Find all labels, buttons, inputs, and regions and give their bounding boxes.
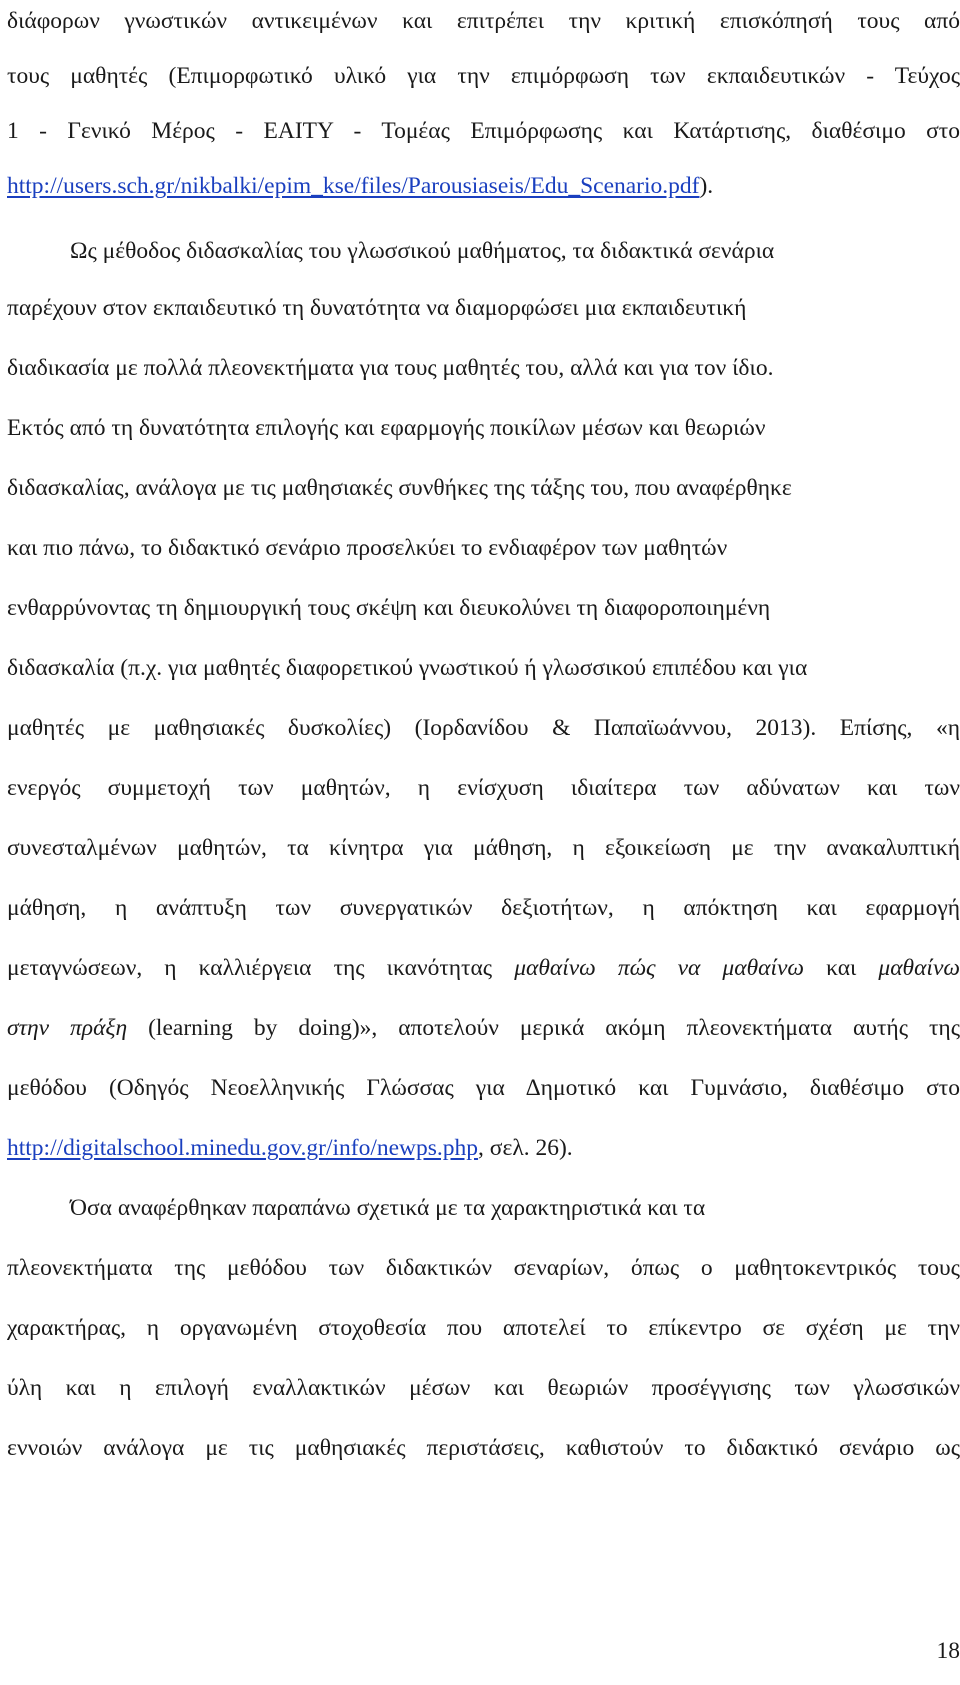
text-line: χαρακτήρας, η οργανωμένη στοχοθεσία που αποτελεί το επίκεντρο σε σχέση με την [7,1315,960,1341]
italic-phrase: στην πράξη [7,1015,128,1041]
text-line [7,1133,573,1163]
text-run: , σελ. 26). [478,1135,573,1161]
text-line: πλεονεκτήματα της μεθόδου των διδακτικών σεναρίων, όπως ο μαθητοκεντρικός τους [7,1255,960,1281]
text-line: τους μαθητές (Επιμορφωτικό υλικό για την επιμόρφωση των εκπαιδευτικών - Τεύχος [7,63,960,89]
paragraph-first-line: Όσα αναφέρθηκαν παραπάνω σχετικά με τα χαρακτηριστικά και τα [70,1195,706,1221]
text-line: συνεσταλμένων μαθητών, τα κίνητρα για μάθηση, η εξοικείωση με την ανακαλυπτική [7,835,960,861]
text-line: μάθηση, η ανάπτυξη των συνεργατικών δεξιοτήτων, η απόκτηση και εφαρμογή [7,895,960,921]
italic-phrase: μαθαίνω [878,955,960,981]
text-line: μεθόδου (Οδηγός Νεοελληνικής Γλώσσας για Δημοτικό και Γυμνάσιο, διαθέσιμο στο [7,1075,960,1101]
text-line: διάφορων γνωστικών αντικειμένων και επιτρέπει την κριτική επισκόπησή τους από [7,8,960,34]
text-line: διδασκαλίας, ανάλογα με τις μαθησιακές συνθήκες της τάξης του, που αναφέρθηκε [7,475,792,501]
text-run: και [804,955,879,981]
text-run: μεταγνώσεων, η καλλιέργεια της ικανότητας [7,955,515,981]
text-run: ). [699,173,714,199]
text-line [7,1013,960,1043]
text-line: μαθητές με μαθησιακές δυσκολίες) (Ιορδανίδου & Παπαϊωάννου, 2013). Επίσης, «η [7,715,960,741]
paragraph-first-line: Ως μέθοδος διδασκαλίας του γλωσσικού μαθήματος, τα διδακτικά σενάρια [70,238,775,264]
text-line: εννοιών ανάλογα με τις μαθησιακές περιστάσεις, καθιστούν το διδακτικό σενάριο ως [7,1435,960,1461]
text-line: 1 - Γενικό Μέρος - ΕΑΙΤΥ - Τομέας Επιμόρφωσης και Κατάρτισης, διαθέσιμο στο [7,118,960,144]
text-line: ενθαρρύνοντας τη δημιουργική τους σκέψη και διευκολύνει τη διαφοροποιημένη [7,595,771,621]
digitalschool-link[interactable]: http://digitalschool.minedu.gov.gr/info/newps.php [7,1135,479,1161]
text-line: ύλη και η επιλογή εναλλακτικών μέσων και θεωριών προσέγγισης των γλωσσικών [7,1375,960,1401]
text-line [7,171,713,201]
page-number: 18 [936,1638,960,1664]
text-line: διδασκαλία (π.χ. για μαθητές διαφορετικού γνωστικού ή γλωσσικού επιπέδου και για [7,655,808,681]
text-line [7,953,960,983]
italic-phrase: μαθαίνω πώς να μαθαίνω [514,955,804,981]
text-run: (learning by doing)», αποτελούν μερικά ακόμη πλεονεκτήματα αυτής της [127,1015,960,1041]
text-line: ενεργός συμμετοχή των μαθητών, η ενίσχυση ιδιαίτερα των αδύνατων και των [7,775,960,801]
scenario-link[interactable]: http://users.sch.gr/nikbalki/epim_kse/files/Parousiaseis/Edu_Scenario.pdf [7,173,700,199]
text-line: και πιο πάνω, το διδακτικό σενάριο προσελκύει το ενδιαφέρον των μαθητών [7,535,728,561]
text-line: διαδικασία με πολλά πλεονεκτήματα για τους μαθητές του, αλλά και για τον ίδιο. [7,355,774,381]
text-line: Εκτός από τη δυνατότητα επιλογής και εφαρμογής ποικίλων μέσων και θεωριών [7,415,766,441]
text-line: παρέχουν στον εκπαιδευτικό τη δυνατότητα να διαμορφώσει μια εκπαιδευτική [7,295,747,321]
